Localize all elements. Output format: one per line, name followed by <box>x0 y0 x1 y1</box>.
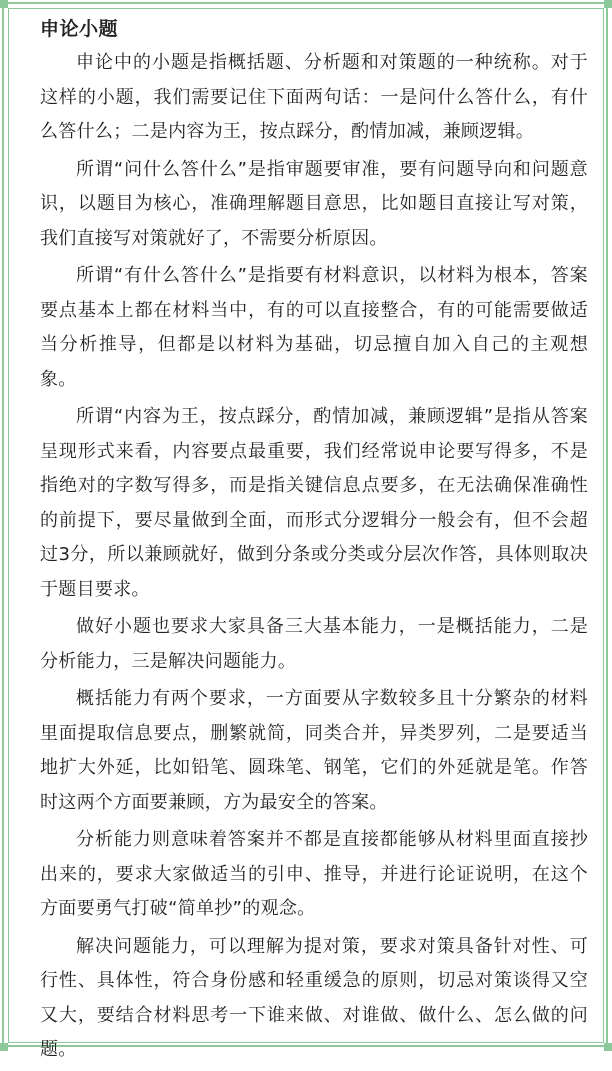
corner-ornament-bottom-right <box>604 1043 612 1051</box>
corner-ornament-top-right <box>604 0 612 8</box>
paragraph-intro: 申论中的小题是指概括题、分析题和对策题的一种统称。对于这样的小题，我们需要记住下面两句话：一是问什么答什么，有什么答什么；二是内容为王，按点踩分，酌情加减，兼顾逻辑。 <box>40 52 588 142</box>
paragraph-content-is-king: 所谓“内容为王，按点踩分，酌情加减，兼顾逻辑”是指从答案呈现形式来看，内容要点最重要，我们经常说申论要写得多，不是指绝对的字数写得多，而是指关键信息点要多，在无法确保准确性的前提下，要尽量做到全面，而形式分逻辑分一般会有，但不会超过3分，所以兼顾就好，做到分条或分类或分层次作答，具体则取决于题目要求。 <box>40 406 588 600</box>
corner-ornament-top-left <box>0 0 8 8</box>
article-body <box>40 12 588 1071</box>
paragraph-analysis-ability: 分析能力则意味着答案并不都是直接都能够从材料里面直接抄出来的，要求大家做适当的引申、推导，并进行论证说明，在这个方面要勇气打破“简单抄”的观念。 <box>40 829 588 919</box>
paragraph-three-abilities: 做好小题也要求大家具备三大基本能力，一是概括能力，二是分析能力，三是解决问题能力。 <box>40 616 588 672</box>
paragraph-have-what: 所谓“有什么答什么”是指要有材料意识，以材料为根本，答案要点基本上都在材料当中，有的可以直接整合，有的可能需要做适当分析推导，但都是以材料为基础，切忌擅自加入自己的主观想象。 <box>40 265 588 390</box>
corner-ornament-bottom-left <box>0 1043 8 1051</box>
paragraph-summarizing-ability: 概括能力有两个要求，一方面要从字数较多且十分繁杂的材料里面提取信息要点，删繁就简，同类合并，异类罗列，二是要适当地扩大外延，比如铅笔、圆珠笔、钢笔，它们的外延就是笔。作答时这两个方面要兼顾，方为最安全的答案。 <box>40 688 588 813</box>
paragraph-ask-what: 所谓“问什么答什么”是指审题要审准，要有问题导向和问题意识，以题目为核心，准确理解题目意思，比如题目直接让写对策，我们直接写对策就好了，不需要分析原因。 <box>40 158 588 249</box>
paragraph-problem-solving-ability: 解决问题能力，可以理解为提对策，要求对策具备针对性、可行性、具体性，符合身份感和轻重缓急的原则，切忌对策谈得又空又大，要结合材料思考一下谁来做、对谁做、做什么、怎么做的问题。 <box>40 935 588 1060</box>
article-title: 申论小题 <box>40 18 119 40</box>
